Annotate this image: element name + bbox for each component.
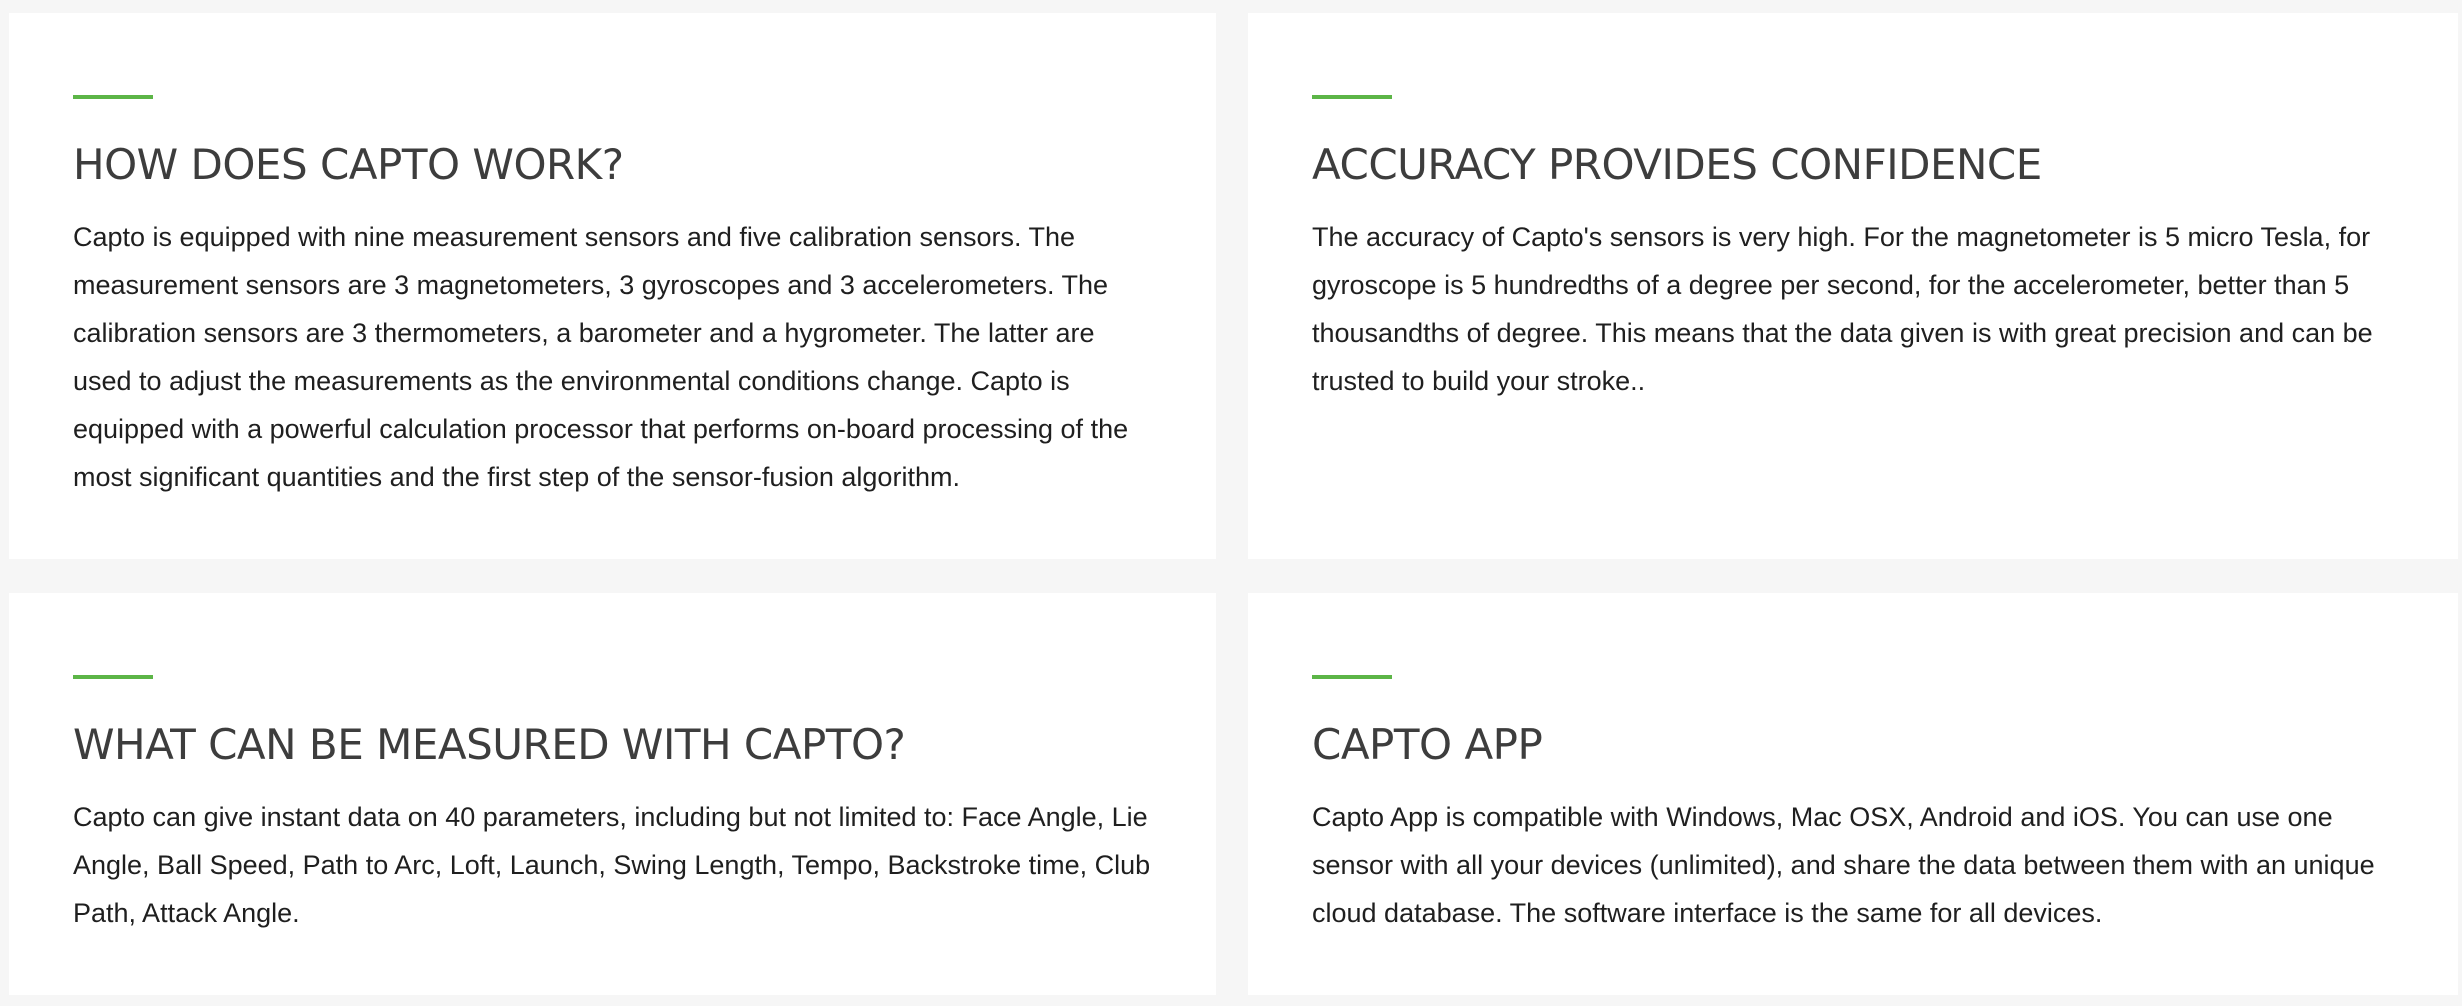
- card-title: ACCURACY PROVIDES CONFIDENCE: [1312, 140, 2042, 189]
- card-title: WHAT CAN BE MEASURED WITH CAPTO?: [73, 720, 906, 769]
- accent-line: [1312, 675, 1392, 679]
- feature-card-how-it-works: [9, 13, 1216, 559]
- card-text: The accuracy of Capto's sensors is very high. For the magnetometer is 5 micro Tesla, for gyroscope is 5 hundredths of a degree per second, for the accelerometer, better than 5 thousandths of degree. This means that the data given is with great precision and can be trusted to build your stroke..: [1312, 222, 2373, 396]
- feature-card-measurements: [9, 593, 1216, 995]
- accent-line: [73, 675, 153, 679]
- card-title: HOW DOES CAPTO WORK?: [73, 140, 624, 189]
- card-text: Capto is equipped with nine measurement sensors and five calibration sensors. The measurement sensors are 3 magnetometers, 3 gyroscopes and 3 accelerometers. The calibration sensors are 3 thermometers, a barometer and a hygrometer. The latter are used to adjust the measurements as the environmental conditions change. Capto is equipped with a powerful calculation processor that performs on-board processing of the most significant quantities and the first step of the sensor-fusion algorithm.: [73, 222, 1129, 492]
- accent-line: [73, 95, 153, 99]
- feature-card-accuracy: [1248, 13, 2458, 559]
- card-text: Capto App is compatible with Windows, Mac OSX, Android and iOS. You can use one sensor with all your devices (unlimited), and share the data between them with an unique cloud database. The software interface is the same for all devices.: [1312, 802, 2375, 928]
- card-text: Capto can give instant data on 40 parameters, including but not limited to: Face Angle, Lie Angle, Ball Speed, Path to Arc, Loft, Launch, Swing Length, Tempo, Backstroke time, Club Path, Attack Angle.: [73, 802, 1151, 928]
- card-title: CAPTO APP: [1312, 720, 1543, 769]
- accent-line: [1312, 95, 1392, 99]
- feature-card-app: [1248, 593, 2458, 995]
